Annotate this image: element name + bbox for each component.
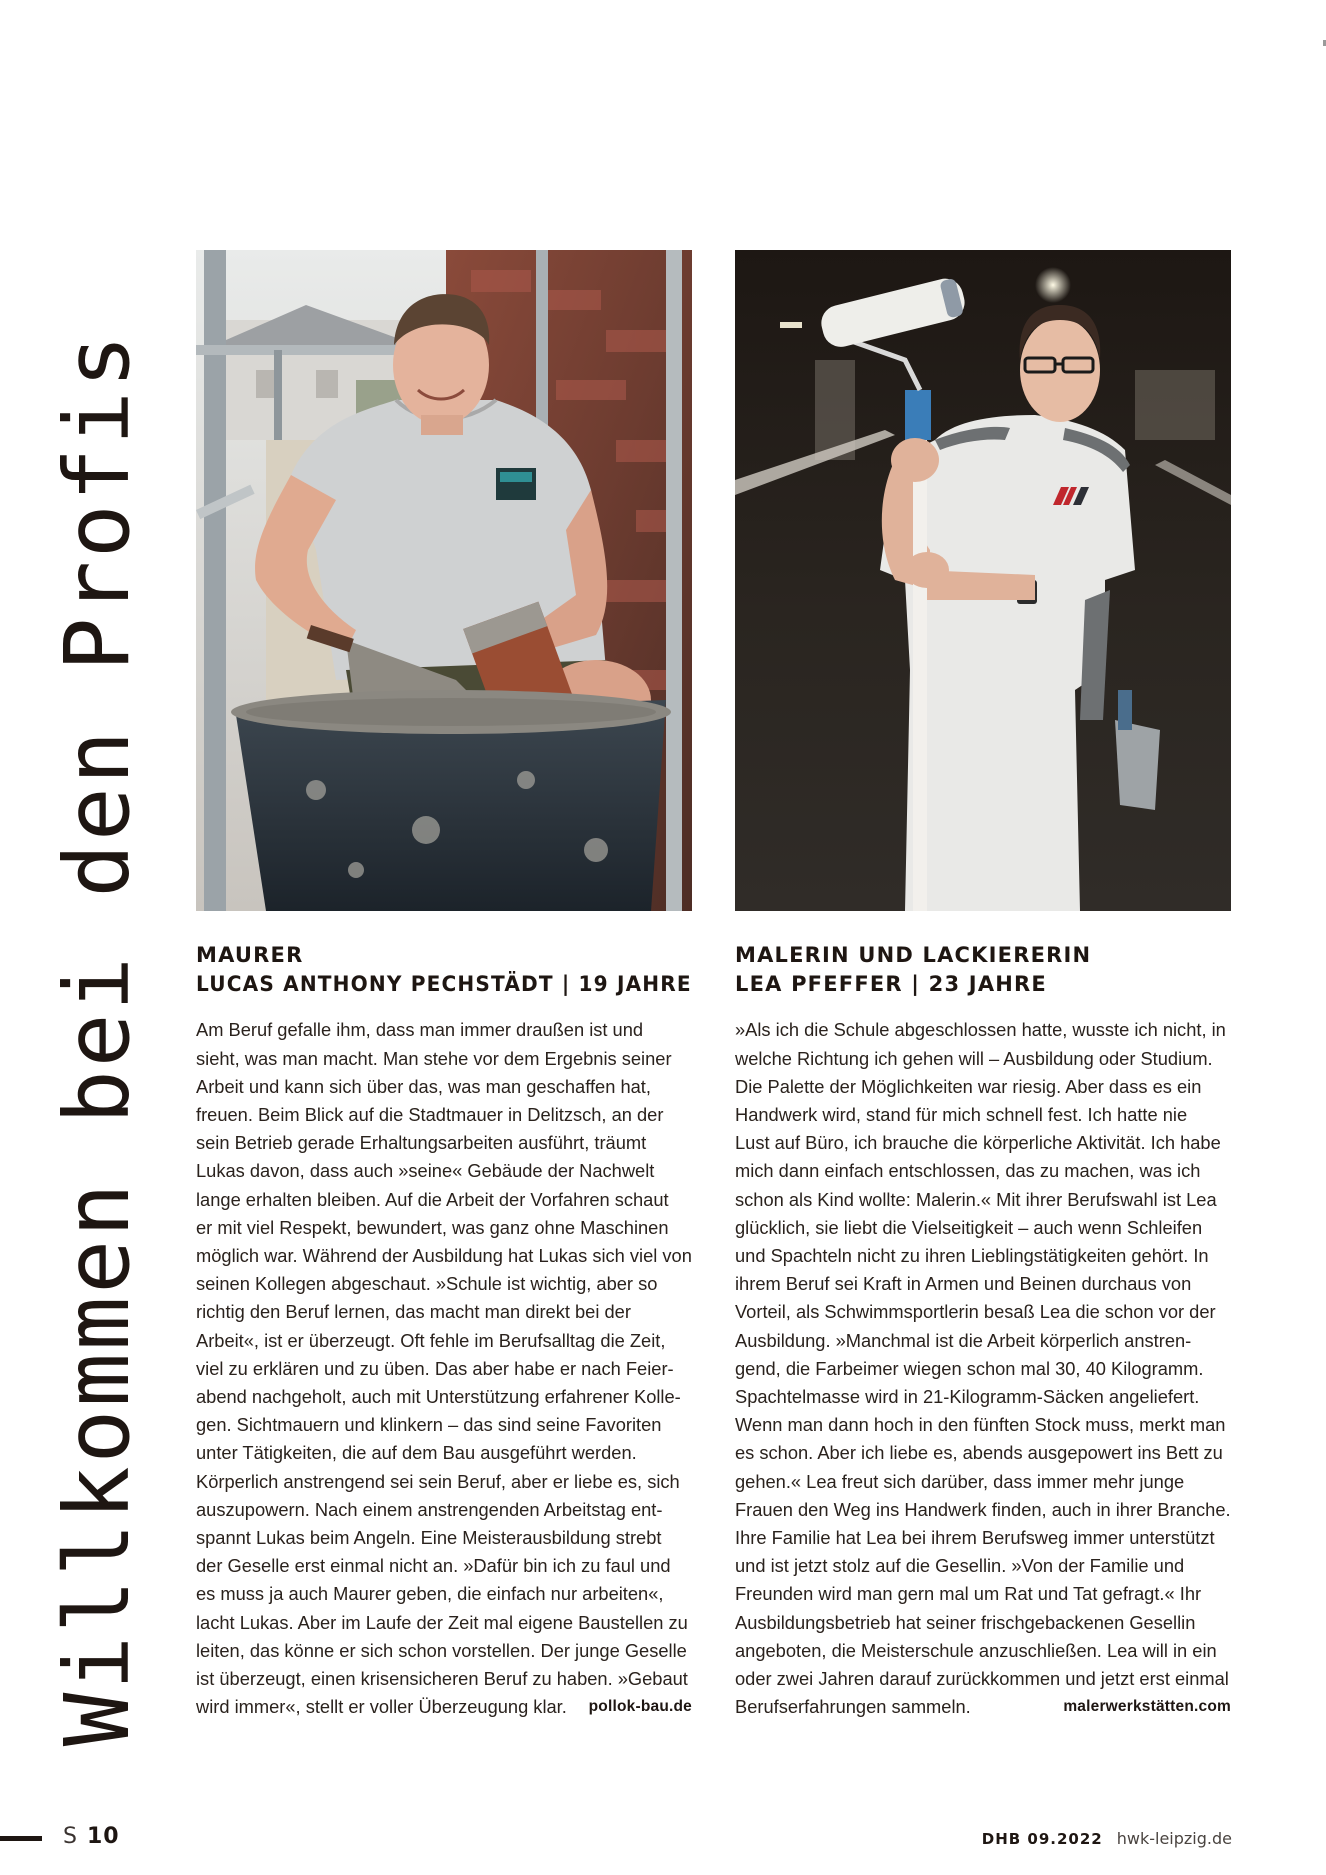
profession-label: MAURER	[196, 943, 304, 967]
vertical-title-container	[45, 245, 149, 1746]
body-line: lacht Lukas. Aber im Laufe der Zeit mal eigene Baustellen zu	[196, 1611, 688, 1633]
body-line: Frauen den Weg ins Handwerk finden, auch in ihrer Branche.	[735, 1498, 1231, 1520]
body-line: leiten, das könne er sich schon vorstellen. Der junge Geselle	[196, 1639, 687, 1661]
body-line: sieht, was man macht. Man stehe vor dem Ergebnis seiner	[196, 1047, 672, 1069]
footer-meta	[982, 1829, 1232, 1849]
photo-maurer	[196, 250, 692, 911]
body-line: seinen Kollegen abgeschaut. »Schule ist wichtig, aber so	[196, 1273, 658, 1295]
article-malerin	[735, 250, 1231, 1722]
body-last-line	[196, 1693, 692, 1721]
body-line: der Geselle erst einmal nicht an. »Dafür bin ich zu faul und	[196, 1555, 671, 1577]
body-line: spannt Lukas beim Angeln. Eine Meisterausbildung strebt	[196, 1527, 662, 1549]
article-body	[196, 1016, 692, 1721]
company-weblink[interactable]: pollok-bau.de	[588, 1698, 692, 1716]
body-line: Ihre Familie hat Lea bei ihrem Berufsweg immer unterstützt	[735, 1527, 1215, 1549]
body-line: schon als Kind wollte: Malerin.« Mit ihrer Berufswahl ist Lea	[735, 1188, 1217, 1210]
photo-malerin-illustration	[735, 250, 1231, 911]
name-age-label: LEA PFEFFER | 23 JAHRE	[735, 972, 1047, 996]
body-line: viel zu erklären und zu üben. Das aber habe er nach Feier-	[196, 1357, 674, 1379]
body-line: Berufserfahrungen sammeln.	[735, 1696, 971, 1718]
body-line: möglich war. Während der Ausbildung hat Lukas sich viel von	[196, 1245, 692, 1267]
body-line: Wenn man dann hoch in den fünften Stock muss, merkt man	[735, 1414, 1226, 1436]
body-line: angeboten, die Meisterschule anzuschließen. Lea will in ein	[735, 1639, 1217, 1661]
article-body	[735, 1016, 1231, 1721]
photo-maurer-illustration	[196, 250, 692, 911]
body-line: Ausbildung. »Manchmal ist die Arbeit körperlich anstren-	[735, 1329, 1192, 1351]
body-line: abend nachgeholt, auch mit Unterstützung erfahrener Kolle-	[196, 1386, 681, 1408]
body-line: gend, die Farbeimer wiegen schon mal 30, 40 Kilogramm.	[735, 1357, 1204, 1379]
body-line: freuen. Beim Blick auf die Stadtmauer in Delitzsch, an der	[196, 1104, 664, 1126]
body-line: Freunden wird man gern mal um Rat und Tat gefragt.« Ihr	[735, 1583, 1202, 1605]
issue-label: DHB 09.2022	[981, 1830, 1103, 1848]
body-line: oder zwei Jahren darauf zurückkommen und jetzt erst einmal	[735, 1668, 1229, 1690]
body-line: auszupowern. Nach einem anstrengenden Arbeitstag ent-	[196, 1498, 663, 1520]
body-line: welche Richtung ich gehen will – Ausbildung oder Studium.	[735, 1047, 1213, 1069]
company-weblink[interactable]: malerwerkstätten.com	[1063, 1698, 1231, 1716]
body-last-line	[735, 1693, 1231, 1721]
body-line: mich dann einfach entschlossen, das zu machen, was ich	[735, 1160, 1201, 1182]
body-line: gen. Sichtmauern und klinkern – das sind seine Favoriten	[196, 1414, 662, 1436]
body-line: unter Tätigkeiten, die auf dem Bau ausgeführt werden.	[196, 1442, 637, 1464]
body-line: Lust auf Büro, ich brauche die körperliche Aktivität. Ich habe	[735, 1132, 1221, 1154]
body-line: Lukas davon, dass auch »seine« Gebäude der Nachwelt	[196, 1160, 655, 1182]
article-heading	[196, 941, 692, 999]
body-line: er mit viel Respekt, bewundert, was ganz ohne Maschinen	[196, 1216, 669, 1238]
body-line: glücklich, sie liebt die Vielseitigkeit – auch wenn Schleifen	[735, 1216, 1203, 1238]
footer-rule	[0, 1836, 42, 1841]
body-line: Arbeit«, ist er überzeugt. Oft fehle im Berufsalltag die Zeit,	[196, 1329, 666, 1351]
body-line: und ist jetzt stolz auf die Gesellin. »Von der Familie und	[735, 1555, 1185, 1577]
page-number	[63, 1823, 120, 1851]
body-line: Die Palette der Möglichkeiten war riesig. Aber dass es ein	[735, 1075, 1202, 1097]
body-line: Körperlich anstrengend sei sein Beruf, aber er liebe es, sich	[196, 1470, 680, 1492]
body-line: Ausbildungsbetrieb hat seiner frischgebackenen Gesellin	[735, 1611, 1196, 1633]
body-line: wird immer«, stellt er voller Überzeugung klar.	[196, 1696, 567, 1718]
body-line: Arbeit und kann sich über das, was man geschaffen hat,	[196, 1075, 651, 1097]
body-line: Am Beruf gefalle ihm, dass man immer draußen ist und	[196, 1019, 644, 1041]
body-line: Spachtelmasse wird in 21-Kilogramm-Säcken angeliefert.	[735, 1386, 1200, 1408]
photo-malerin	[735, 250, 1231, 911]
body-line: lange erhalten bleiben. Auf die Arbeit der Vorfahren schaut	[196, 1188, 669, 1210]
body-line: Vorteil, als Schwimmsportlerin besaß Lea die schon vor der	[735, 1301, 1216, 1323]
page-prefix: S	[63, 1824, 77, 1849]
body-line: gehen.« Lea freut sich darüber, dass immer mehr junge	[735, 1470, 1185, 1492]
body-line: ist überzeugt, einen krisensicheren Beruf zu haben. »Gebaut	[196, 1668, 688, 1690]
body-line: richtig den Beruf lernen, das macht man direkt bei der	[196, 1301, 631, 1323]
page-title: Willkommen bei den Profis	[45, 331, 149, 1746]
article-heading	[735, 941, 1231, 999]
profession-label: MALERIN UND LACKIERERIN	[735, 943, 1092, 967]
body-line: und Spachteln nicht zu ihren Lieblingstätigkeiten gehört. In	[735, 1245, 1209, 1267]
body-line: sein Betrieb gerade Erhaltungsarbeiten ausführt, träumt	[196, 1132, 647, 1154]
page-number-value: 10	[86, 1824, 120, 1849]
body-line: es schon. Aber ich liebe es, abends ausgepowert ins Bett zu	[735, 1442, 1223, 1464]
footer-website-link[interactable]: hwk-leipzig.de	[1116, 1829, 1232, 1848]
body-line: Handwerk wird, stand für mich schnell fest. Ich hatte nie	[735, 1104, 1188, 1126]
body-line: »Als ich die Schule abgeschlossen hatte, wusste ich nicht, in	[735, 1019, 1226, 1041]
name-age-label: LUCAS ANTHONY PECHSTÄDT | 19 JAHRE	[196, 972, 692, 996]
article-maurer	[196, 250, 692, 1722]
body-line: ihrem Beruf sei Kraft in Armen und Beinen durchaus von	[735, 1273, 1192, 1295]
body-line: es muss ja auch Maurer geben, die einfach nur arbeiten«,	[196, 1583, 664, 1605]
